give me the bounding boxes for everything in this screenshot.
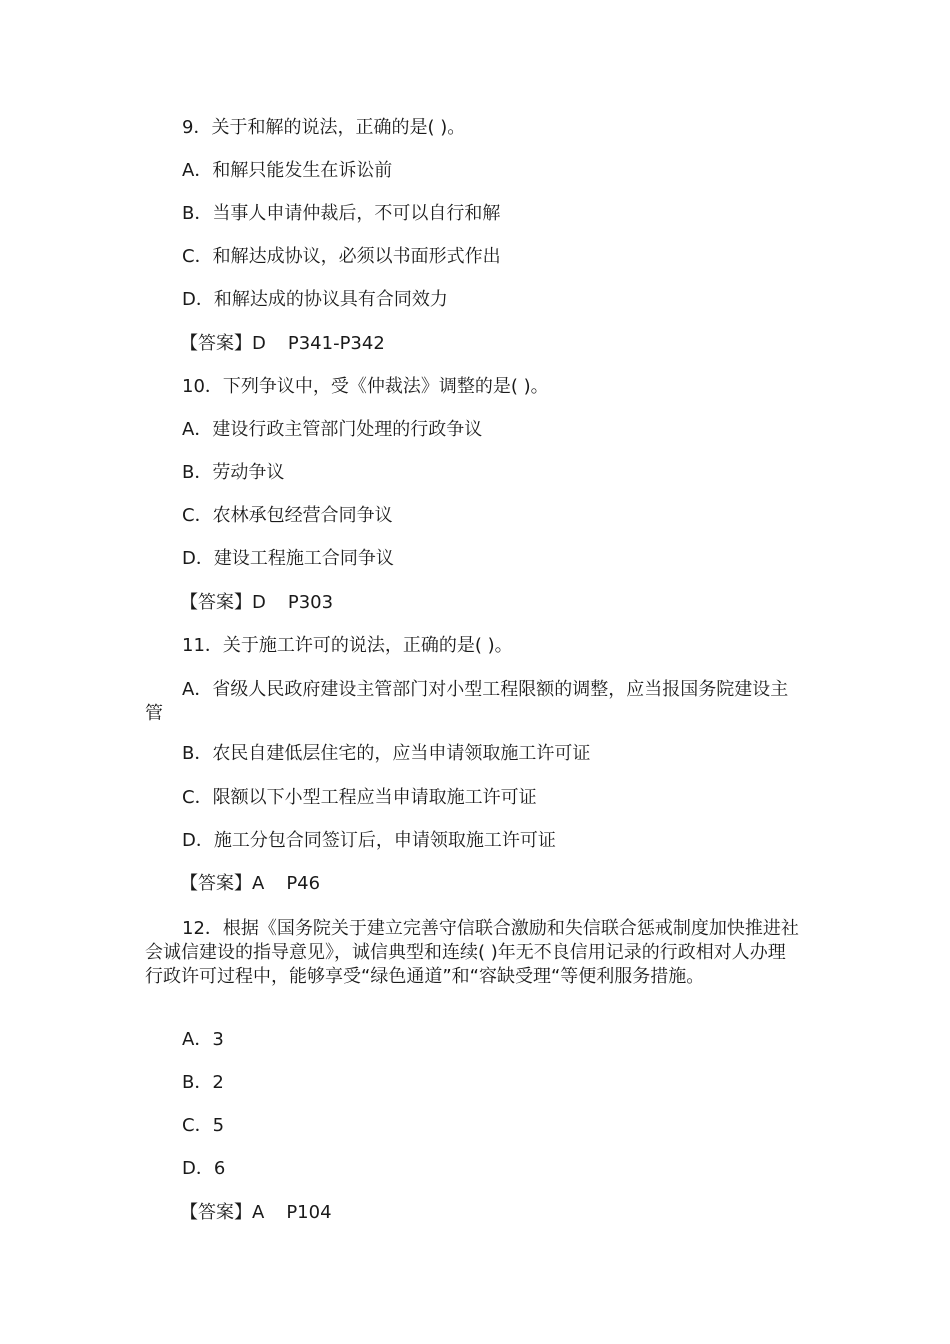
question-9-option-d: D．和解达成的协议具有合同效力 xyxy=(182,289,448,310)
question-10-stem: 10．下列争议中，受《仲裁法》调整的是( )。 xyxy=(182,376,549,397)
question-11-option-c: C．限额以下小型工程应当申请取施工许可证 xyxy=(182,787,537,808)
question-12-option-a: A．3 xyxy=(182,1029,224,1050)
question-11-option-b: B．农民自建低层住宅的，应当申请领取施工许可证 xyxy=(182,743,591,764)
question-9-option-a: A．和解只能发生在诉讼前 xyxy=(182,160,393,181)
answer-label: 【答案】D xyxy=(180,592,266,613)
question-9-answer xyxy=(180,332,385,356)
question-12-option-c: C．5 xyxy=(182,1115,225,1136)
answer-label: 【答案】A xyxy=(180,1202,265,1223)
question-11-stem: 11．关于施工许可的说法，正确的是( )。 xyxy=(182,635,513,656)
question-12-option-b: B．2 xyxy=(182,1072,224,1093)
question-9-stem: 9．关于和解的说法，正确的是( )。 xyxy=(182,117,466,138)
answer-page-ref: P303 xyxy=(287,592,334,613)
question-12-stem: 12．根据《国务院关于建立完善守信联合激励和失信联合惩戒制度加快推进社会诚信建设的指导意见》，诚信典型和连续( )年无不良信用记录的行政相对人办理行政许可过程中，能够享受“绿色通道”和“容缺受理“等便利服务措施。 xyxy=(145,918,799,987)
answer-page-ref: P341-P342 xyxy=(287,333,385,354)
answer-label: 【答案】D xyxy=(180,333,266,354)
question-11-option-a: A．省级人民政府建设主管部门对小型工程限额的调整，应当报国务院建设主管 xyxy=(145,679,789,724)
question-11-answer xyxy=(180,872,320,896)
question-12-option-d: D．6 xyxy=(182,1158,226,1179)
question-12-answer xyxy=(180,1201,332,1225)
question-10-option-c: C．农林承包经营合同争议 xyxy=(182,505,393,526)
question-10-option-d: D．建设工程施工合同争议 xyxy=(182,548,394,569)
answer-page-ref: P104 xyxy=(286,1202,332,1223)
question-9-option-c: C．和解达成协议，必须以书面形式作出 xyxy=(182,246,501,267)
question-10-option-b: B．劳动争议 xyxy=(182,462,285,483)
question-10-answer xyxy=(180,591,333,615)
question-10-option-a: A．建设行政主管部门处理的行政争议 xyxy=(182,419,483,440)
question-11-option-d: D．施工分包合同签订后，申请领取施工许可证 xyxy=(182,830,556,851)
answer-page-ref: P46 xyxy=(286,873,321,894)
answer-label: 【答案】A xyxy=(180,873,265,894)
question-9-option-b: B．当事人申请仲裁后，不可以自行和解 xyxy=(182,203,501,224)
